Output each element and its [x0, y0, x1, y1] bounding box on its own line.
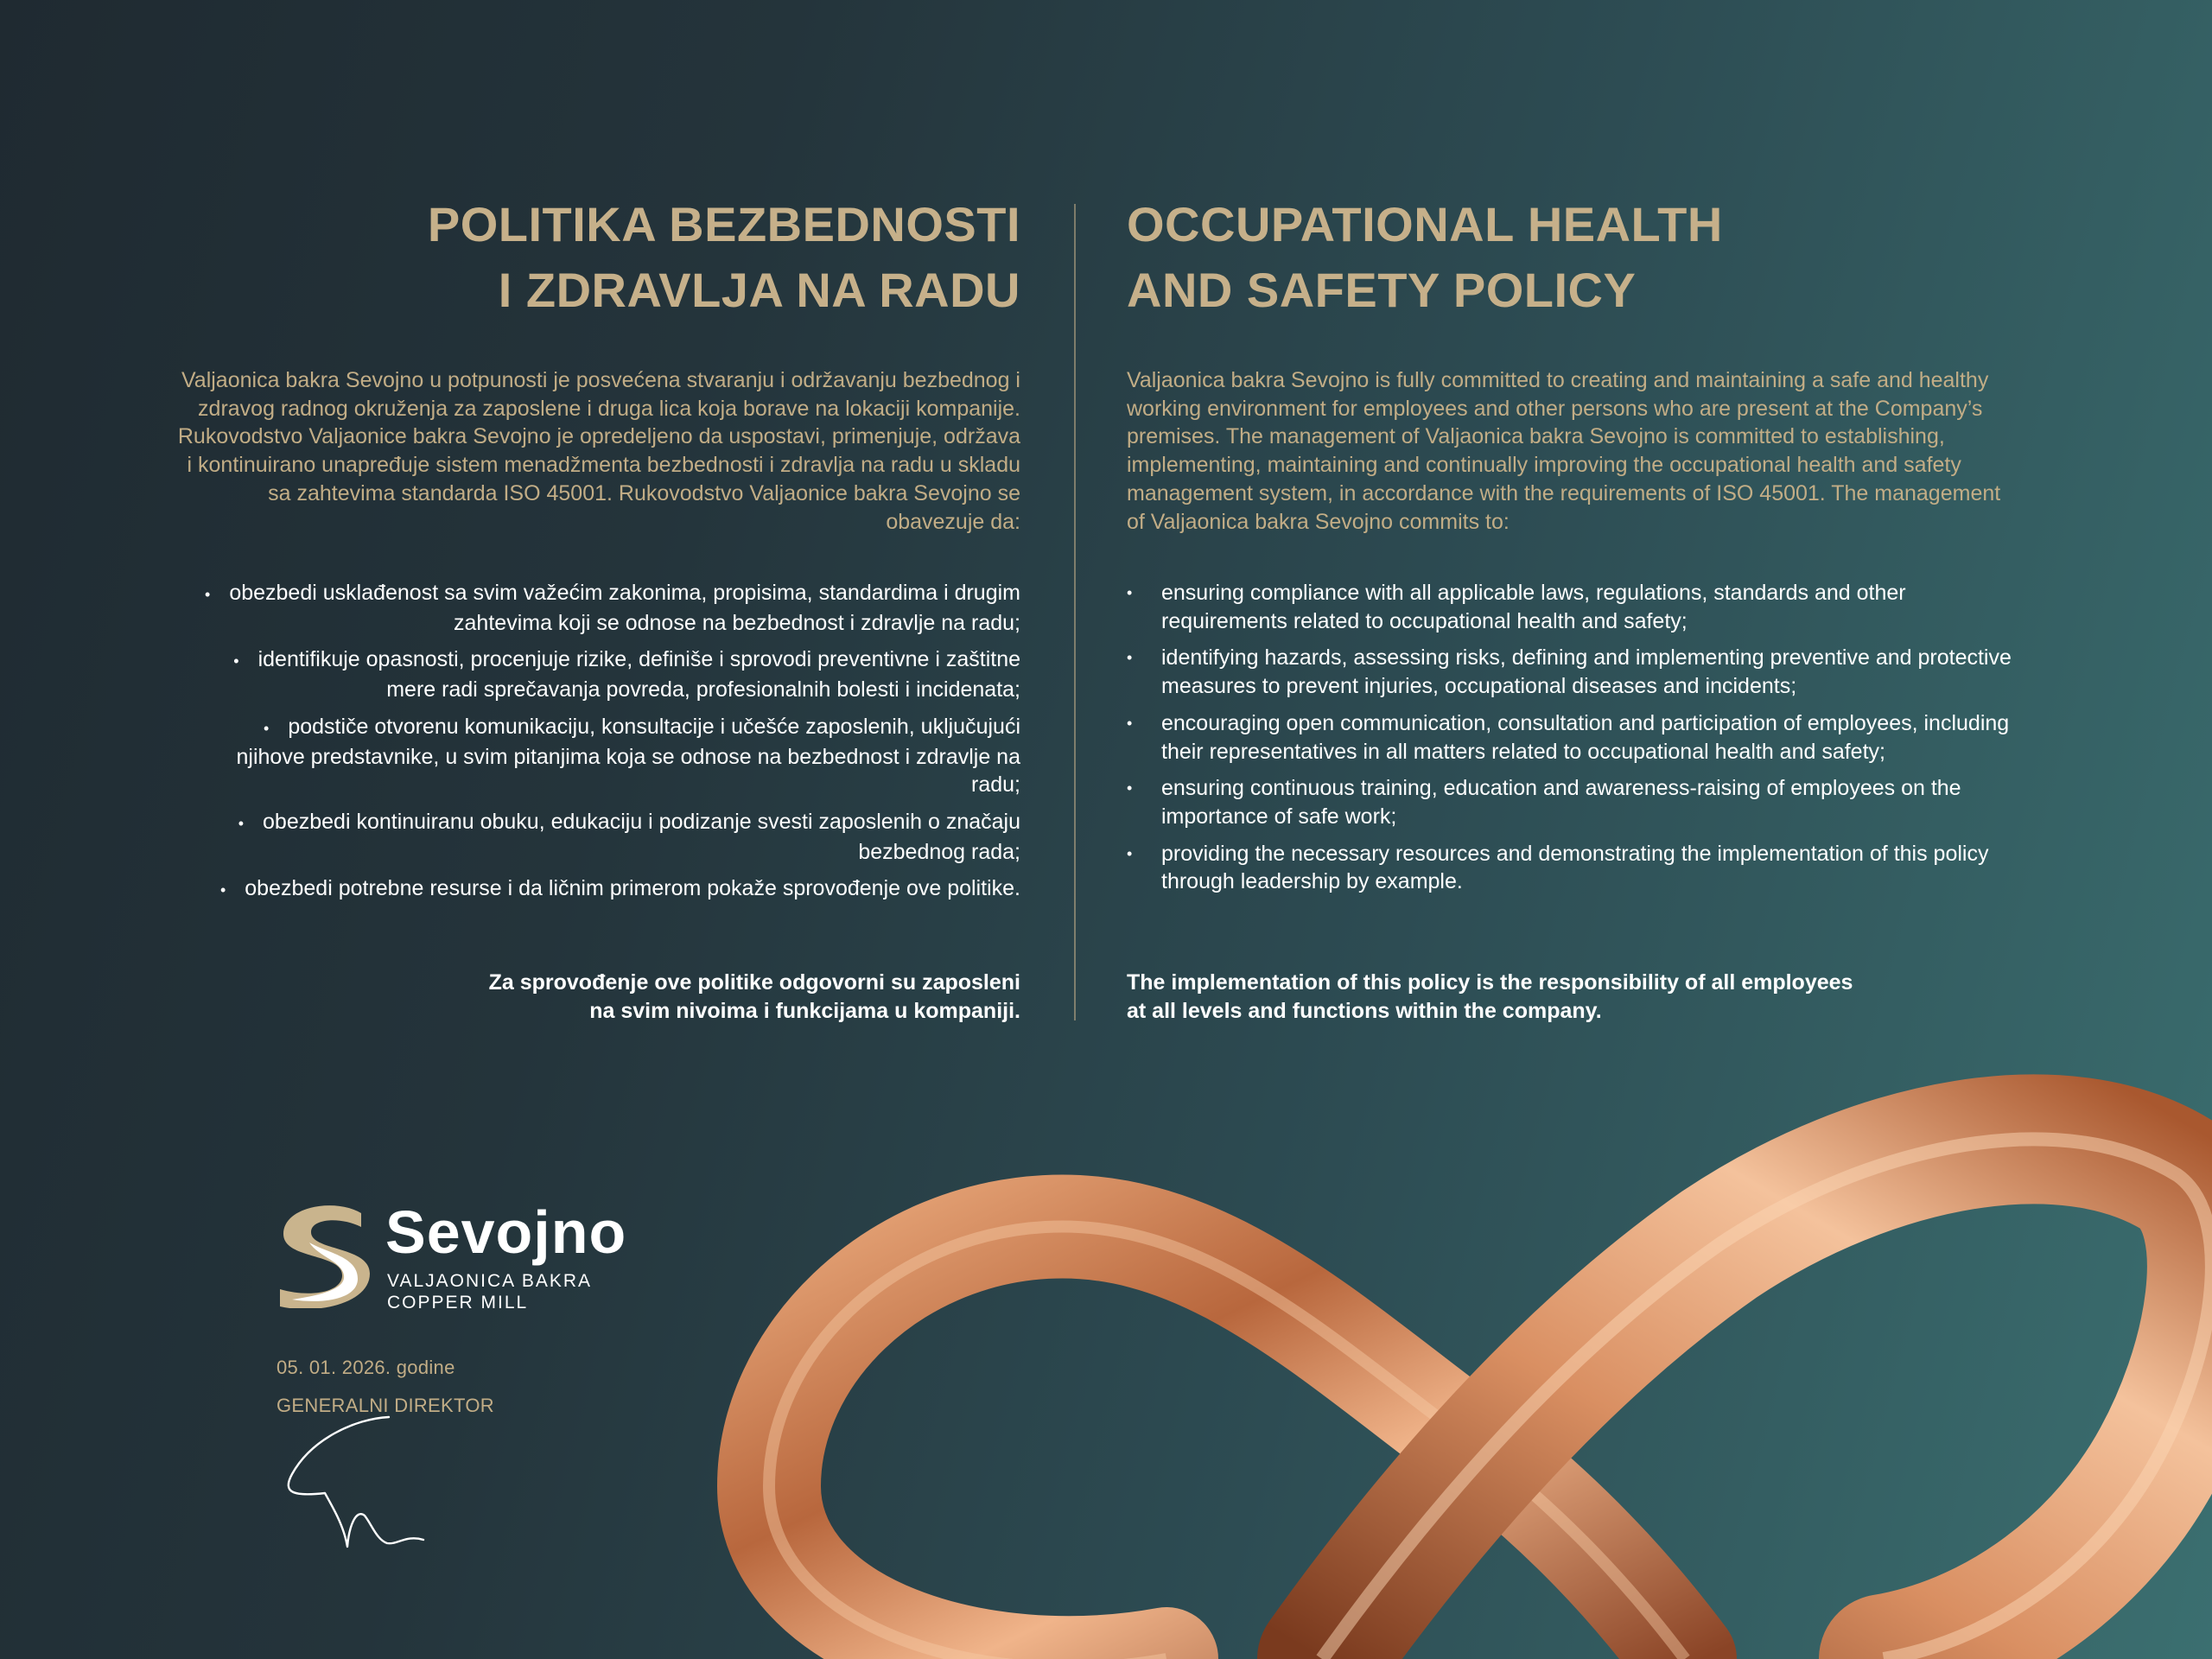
title-serbian	[243, 192, 1020, 323]
list-item-text: obezbedi usklađenost sa svim važećim zakonima, propisima, standardima i drugim zahtevima koji se odnose na bezbednost i zdravlje na radu;	[229, 581, 1020, 635]
company-logo	[275, 1198, 672, 1315]
issue-date: 05. 01. 2026. godine	[276, 1357, 455, 1378]
list-item-text: obezbedi potrebne resurse i da ličnim primerom pokaže sprovođenje ove politike.	[245, 876, 1020, 901]
bullet-icon: •	[205, 586, 211, 603]
bullet-icon: •	[219, 881, 226, 899]
closing-serbian-line-2: na svim nivoima i funkcijama u kompaniji.	[589, 998, 1020, 1023]
title-serbian-line-1: POLITIKA BEZBEDNOSTI	[427, 197, 1020, 251]
bullet-icon: •	[264, 719, 270, 737]
sevojno-logo-icon	[275, 1203, 372, 1308]
list-item	[191, 874, 1020, 905]
title-english-line-2: AND SAFETY POLICY	[1127, 263, 1637, 317]
list-item-text: identifying hazards, assessing risks, defining and implementing preventive and protective measures to prevent injuries, occupational diseases and incidents;	[1161, 645, 2012, 699]
closing-english	[1127, 969, 1991, 1025]
signature-icon	[276, 1414, 449, 1560]
title-serbian-line-2: I ZDRAVLJA NA RADU	[498, 263, 1020, 317]
bullet-icon: •	[1127, 844, 1133, 862]
list-item	[191, 579, 1020, 637]
list-item-text: ensuring compliance with all applicable laws, regulations, standards and other requirements related to occupational health and safety;	[1161, 581, 1906, 633]
list-item	[191, 713, 1020, 799]
list-item	[1127, 644, 2017, 700]
list-item	[1127, 774, 2017, 830]
list-item-text: ensuring continuous training, education and awareness-raising of employees on the importance of safe work;	[1161, 776, 1961, 829]
bullet-icon: •	[1127, 649, 1133, 667]
list-item-text: identifikuje opasnosti, procenjuje rizike, definiše i sprovodi preventivne i zaštitne mere radi sprečavanja povreda, profesionalnih bolesti i incidenata;	[257, 647, 1020, 702]
signatory-role: GENERALNI DIREKTOR	[276, 1395, 494, 1416]
list-item	[1127, 709, 2017, 766]
list-item	[191, 808, 1020, 866]
bullet-list-english	[1127, 579, 2017, 905]
bullet-list-serbian	[191, 579, 1020, 913]
closing-serbian-line-1: Za sprovođenje ove politike odgovorni su zaposleni	[488, 970, 1020, 995]
list-item-text: providing the necessary resources and demonstrating the implementation of this policy through leadership by example.	[1161, 841, 1989, 894]
brand-subtitle	[387, 1270, 592, 1313]
intro-serbian: Valjaonica bakra Sevojno u potpunosti je posvećena stvaranju i održavanju bezbednog i zdravog radnog okruženja za zaposlene i druga lica koja borave na lokaciji kompanije. Rukovodstvo Valjaonice bakra Sevojno je opredeljeno da uspostavi, primenjuje, održava i kontinuirano unapređuje sistem menadžmenta bezbednosti i zdravlja na radu u skladu sa zahtevima standarda ISO 45001. Rukovodstvo Valjaonice bakra Sevojno se obavezuje da:	[177, 368, 1020, 534]
title-english-line-1: OCCUPATIONAL HEALTH	[1127, 197, 1723, 251]
list-item	[1127, 579, 2017, 635]
title-english	[1127, 192, 1991, 323]
closing-english-line-2: at all levels and functions within the company.	[1127, 998, 1602, 1023]
intro-english: Valjaonica bakra Sevojno is fully committed to creating and maintaining a safe and healthy working environment for employees and other persons who are present at the Company’s premises. The management of Valjaonica bakra Sevojno is committed to establishing, implementing, maintaining and continually improving the occupational health and safety management system, in accordance with the requirements of ISO 45001. The management of Valjaonica bakra Sevojno commits to:	[1127, 368, 2001, 534]
brand-subtitle-line-2: COPPER MILL	[387, 1293, 529, 1313]
list-item-text: obezbedi kontinuiranu obuku, edukaciju i podizanje svesti zaposlenih o značaju bezbednog rada;	[263, 809, 1020, 864]
column-divider	[1074, 204, 1076, 1020]
bullet-icon: •	[1127, 779, 1133, 798]
bullet-icon: •	[233, 652, 239, 671]
list-item-text: podstiče otvorenu komunikaciju, konsultacije i učešće zaposlenih, uključujući njihove predstavnike, u svim pitanjima koja se odnose na bezbednost i zdravlje na radu;	[236, 714, 1020, 798]
copper-infinity-icon	[717, 1071, 2212, 1659]
brand-name: Sevojno	[385, 1198, 627, 1266]
bullet-icon: •	[1127, 714, 1133, 732]
closing-serbian	[243, 969, 1020, 1025]
brand-subtitle-line-1: VALJAONICA BAKRA	[387, 1271, 593, 1291]
list-item	[191, 645, 1020, 703]
closing-english-line-1: The implementation of this policy is the responsibility of all employees	[1127, 970, 1853, 995]
bullet-icon: •	[238, 814, 245, 832]
bullet-icon: •	[1127, 584, 1133, 601]
list-item	[1127, 840, 2017, 896]
list-item-text: encouraging open communication, consultation and participation of employees, including their representatives in all matters related to occupational health and safety;	[1161, 710, 2010, 764]
